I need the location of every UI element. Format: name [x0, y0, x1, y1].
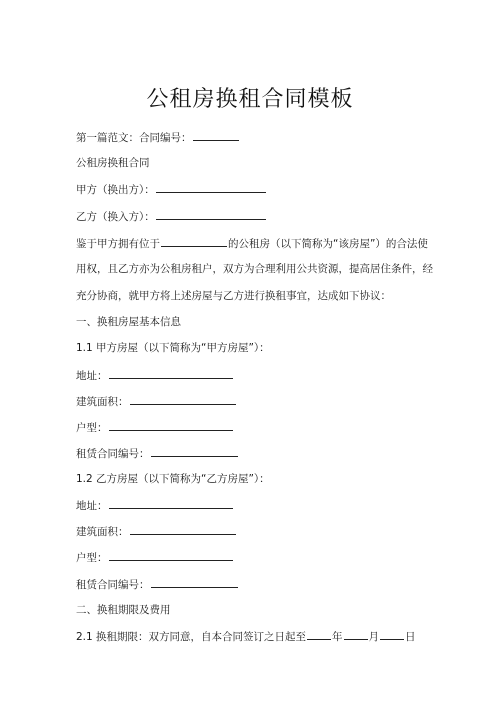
party-b-area-line — [76, 524, 237, 539]
preamble-text-a: 鉴于甲方拥有位于 — [76, 238, 160, 250]
year-label: 年 — [332, 631, 343, 643]
section-1-1-heading: 1.1 甲方房屋（以下简称为“甲方房屋”）： — [76, 342, 270, 354]
party-b-area-blank[interactable] — [130, 524, 236, 535]
party-b-address-blank[interactable] — [109, 498, 233, 509]
party-b-type-line — [76, 550, 234, 565]
party-a-area-label: 建筑面积： — [76, 396, 129, 408]
end-day-blank[interactable] — [380, 629, 404, 640]
preamble-line-2: 用权，且乙方亦为公租房租户，双方为合理利用公共资源，提高居住条件，经 — [76, 263, 433, 275]
end-year-blank[interactable] — [307, 629, 331, 640]
end-month-blank[interactable] — [344, 629, 368, 640]
party-a-area-line — [76, 394, 237, 409]
party-b-blank[interactable] — [156, 209, 266, 220]
party-b-contract-label: 租赁合同编号： — [76, 579, 150, 591]
party-b-contract-line — [76, 577, 239, 592]
property-location-blank[interactable] — [161, 236, 227, 247]
party-a-address-blank[interactable] — [109, 368, 233, 379]
party-a-blank[interactable] — [156, 182, 266, 193]
party-a-type-label: 户型： — [76, 422, 108, 434]
preamble-text-b: 的公租房（以下简称为“该房屋”）的合法使 — [228, 238, 428, 250]
party-a-contract-line — [76, 446, 239, 461]
party-a-line — [76, 182, 267, 197]
party-a-address-line — [76, 368, 234, 383]
party-b-type-blank[interactable] — [109, 550, 233, 561]
party-b-address-line — [76, 498, 234, 513]
day-label: 日 — [405, 631, 416, 643]
contract-number-line — [76, 130, 240, 145]
contract-number-label: 第一篇范文：合同编号： — [76, 132, 192, 144]
section-1-heading: 一、换租房屋基本信息 — [76, 316, 181, 328]
preamble-line-3: 充分协商，就甲方将上述房屋与乙方进行换租事宜，达成如下协议： — [76, 290, 391, 302]
term-text: 2.1 换租期限：双方同意，自本合同签订之日起至 — [76, 631, 307, 643]
party-b-address-label: 地址： — [76, 500, 108, 512]
party-a-label: 甲方（换出方）： — [76, 184, 155, 196]
month-label: 月 — [368, 631, 380, 643]
party-a-area-blank[interactable] — [130, 394, 236, 405]
party-b-line — [76, 209, 267, 224]
preamble-line-1 — [76, 236, 428, 251]
party-a-type-line — [76, 420, 234, 435]
party-a-contract-label: 租赁合同编号： — [76, 448, 150, 460]
section-2-heading: 二、换租期限及费用 — [76, 604, 171, 616]
party-b-type-label: 户型： — [76, 552, 108, 564]
party-a-type-blank[interactable] — [109, 420, 233, 431]
party-a-address-label: 地址： — [76, 370, 108, 382]
document-title: 公租房换租合同模板 — [146, 87, 354, 112]
party-b-label: 乙方（换入方）： — [76, 211, 155, 223]
contract-subtitle: 公租房换租合同 — [76, 157, 150, 169]
section-2-1-line — [76, 629, 416, 644]
party-b-area-label: 建筑面积： — [76, 526, 129, 538]
party-b-contract-blank[interactable] — [151, 577, 238, 588]
party-a-contract-blank[interactable] — [151, 446, 238, 457]
section-1-2-heading: 1.2 乙方房屋（以下简称为“乙方房屋”）： — [76, 473, 270, 485]
contract-number-blank[interactable] — [193, 130, 239, 141]
